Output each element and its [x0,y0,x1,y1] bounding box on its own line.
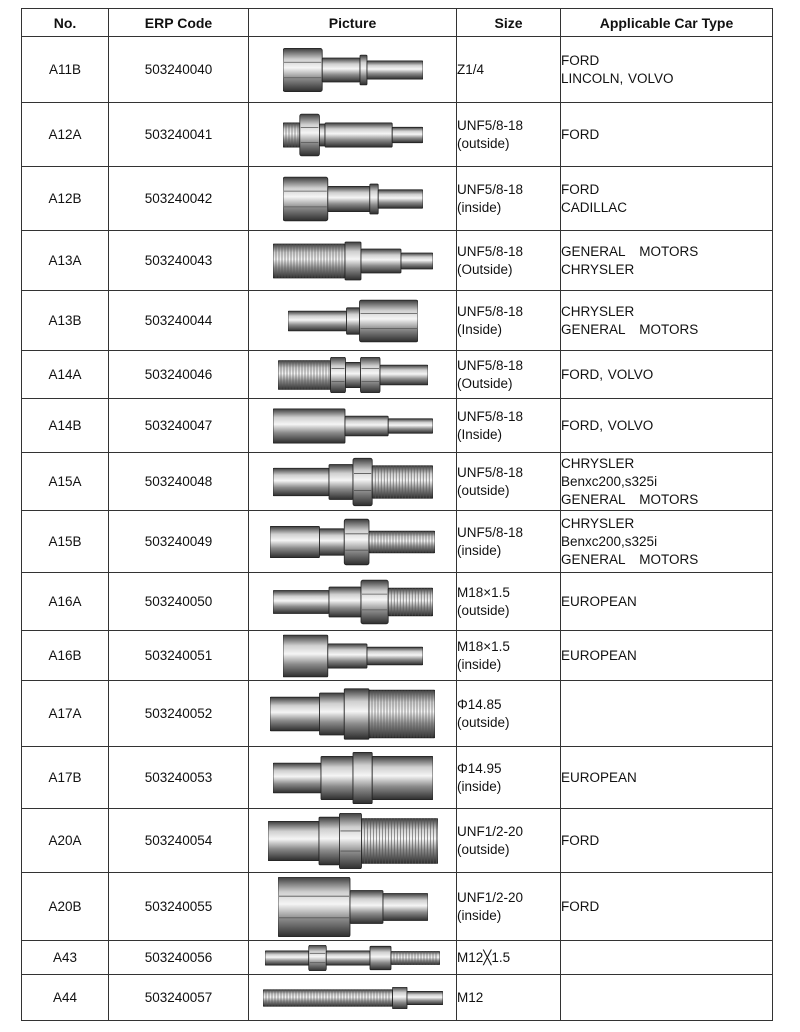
cell-picture [249,809,457,873]
cell-car-type [561,941,773,975]
cell-picture [249,399,457,453]
cell-picture [249,873,457,941]
cell-car-type: EUROPEAN [561,747,773,809]
cell-car-type: CHRYSLER Benxc200,s325i GENERAL MOTORS [561,453,773,511]
cell-size: UNF5/8-18 (Inside) [457,291,561,351]
cell-car-type: FORD, VOLVO [561,399,773,453]
cell-erp-code: 503240054 [109,809,249,873]
cell-picture [249,511,457,573]
fitting-icon [273,408,433,444]
header-erp-code: ERP Code [109,9,249,37]
fitting-icon [270,686,435,742]
cell-car-type: FORD LINCOLN, VOLVO [561,37,773,103]
cell-car-type [561,681,773,747]
cell-picture [249,103,457,167]
header-car-type: Applicable Car Type [561,9,773,37]
table-row [22,399,773,453]
fitting-icon [288,299,418,343]
cell-erp-code: 503240053 [109,747,249,809]
cell-erp-code: 503240049 [109,511,249,573]
cell-erp-code: 503240044 [109,291,249,351]
cell-erp-code: 503240050 [109,573,249,631]
fitting-icon [283,634,423,678]
cell-no: A12A [22,103,109,167]
table-row [22,573,773,631]
cell-size: Φ14.85 (outside) [457,681,561,747]
fitting-icon [283,113,423,157]
cell-picture [249,681,457,747]
header-no: No. [22,9,109,37]
cell-no: A17A [22,681,109,747]
cell-picture [249,941,457,975]
cell-size: UNF5/8-18 (inside) [457,167,561,231]
fitting-icon [273,241,433,281]
cell-erp-code: 503240052 [109,681,249,747]
cell-erp-code: 503240056 [109,941,249,975]
table-row [22,231,773,291]
cell-car-type: GENERAL MOTORS CHRYSLER [561,231,773,291]
cell-no: A20B [22,873,109,941]
cell-car-type: FORD, VOLVO [561,351,773,399]
cell-size: M12 [457,975,561,1021]
cell-erp-code: 503240055 [109,873,249,941]
cell-car-type: CHRYSLER Benxc200,s325i GENERAL MOTORS [561,511,773,573]
table-row [22,453,773,511]
cell-erp-code: 503240048 [109,453,249,511]
table-row [22,167,773,231]
cell-no: A17B [22,747,109,809]
fitting-icon [273,579,433,625]
header-row [22,9,773,37]
fitting-icon [278,877,428,937]
cell-size: UNF1/2-20 (outside) [457,809,561,873]
cell-erp-code: 503240040 [109,37,249,103]
table-row [22,631,773,681]
cell-no: A20A [22,809,109,873]
header-picture: Picture [249,9,457,37]
cell-picture [249,37,457,103]
cell-no: A11B [22,37,109,103]
cell-no: A15A [22,453,109,511]
table-row [22,511,773,573]
cell-car-type: EUROPEAN [561,573,773,631]
cell-car-type: CHRYSLER GENERAL MOTORS [561,291,773,351]
table-row [22,103,773,167]
cell-picture [249,351,457,399]
cell-size: UNF1/2-20 (inside) [457,873,561,941]
fitting-icon [270,518,435,566]
cell-size: M18×1.5 (inside) [457,631,561,681]
fitting-icon [263,987,443,1009]
cell-car-type: FORD [561,873,773,941]
cell-size: UNF5/8-18 (Inside) [457,399,561,453]
cell-erp-code: 503240047 [109,399,249,453]
cell-no: A13B [22,291,109,351]
fitting-icon [273,457,433,507]
cell-no: A15B [22,511,109,573]
cell-picture [249,231,457,291]
cell-erp-code: 503240057 [109,975,249,1021]
table-row [22,291,773,351]
cell-car-type: FORD [561,809,773,873]
cell-erp-code: 503240051 [109,631,249,681]
cell-no: A44 [22,975,109,1021]
cell-size: M12╳1.5 [457,941,561,975]
fitting-icon [273,751,433,805]
cell-picture [249,631,457,681]
table-row [22,975,773,1021]
cell-picture [249,453,457,511]
header-size: Size [457,9,561,37]
cell-size: M18×1.5 (outside) [457,573,561,631]
cell-no: A16A [22,573,109,631]
fitting-icon [283,176,423,222]
cell-size: UNF5/8-18 (outside) [457,103,561,167]
cell-erp-code: 503240042 [109,167,249,231]
table-row [22,681,773,747]
table-row [22,809,773,873]
cell-erp-code: 503240041 [109,103,249,167]
table-row [22,747,773,809]
cell-size: Z1/4 [457,37,561,103]
cell-no: A14B [22,399,109,453]
cell-no: A43 [22,941,109,975]
fitting-icon [268,813,438,869]
cell-erp-code: 503240046 [109,351,249,399]
cell-size: UNF5/8-18 (inside) [457,511,561,573]
table-row [22,941,773,975]
table-row [22,37,773,103]
cell-picture [249,167,457,231]
cell-picture [249,573,457,631]
table-row [22,351,773,399]
cell-no: A14A [22,351,109,399]
cell-size: Φ14.95 (inside) [457,747,561,809]
cell-size: UNF5/8-18 (outside) [457,453,561,511]
table-body [22,37,773,1021]
cell-car-type: FORD CADILLAC [561,167,773,231]
cell-size: UNF5/8-18 (Outside) [457,351,561,399]
cell-picture [249,747,457,809]
spec-table [21,8,773,1021]
table-row [22,873,773,941]
cell-no: A13A [22,231,109,291]
fitting-icon [278,357,428,393]
cell-no: A12B [22,167,109,231]
fitting-icon [265,945,440,971]
cell-picture [249,975,457,1021]
cell-no: A16B [22,631,109,681]
cell-size: UNF5/8-18 (Outside) [457,231,561,291]
fitting-icon [283,46,423,94]
cell-car-type: FORD [561,103,773,167]
cell-car-type [561,975,773,1021]
cell-erp-code: 503240043 [109,231,249,291]
cell-picture [249,291,457,351]
cell-car-type: EUROPEAN [561,631,773,681]
